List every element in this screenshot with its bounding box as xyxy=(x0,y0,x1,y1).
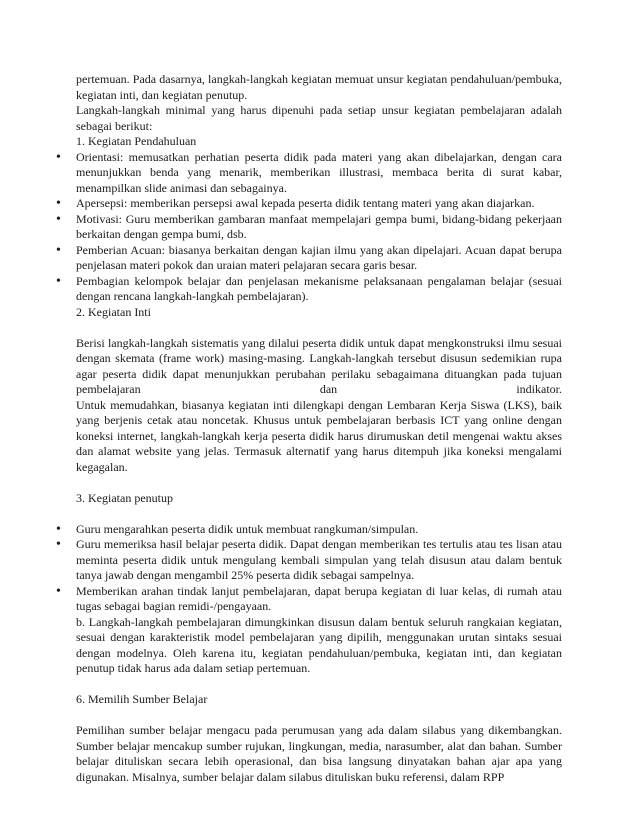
section-heading-inti: 2. Kegiatan Inti xyxy=(76,304,151,319)
section-heading-sumber-belajar: 6. Memilih Sumber Belajar xyxy=(76,692,208,706)
document-body xyxy=(76,72,562,785)
list-item: • Orientasi: memusatkan perhatian peserta didik pada materi yang akan dibelajarkan, dengan cara menunjukkan benda yang menarik, memberikan illustrasi, membaca berita di surat kabar, menampilkan slide animasi dan sebagainya. xyxy=(76,150,562,197)
intro-paragraph: pertemuan. Pada dasarnya, langkah-langkah kegiatan memuat unsur kegiatan pendahuluan/pembuka, kegiatan inti, dan kegiatan penutup. xyxy=(76,72,562,102)
list-item: • Memberikan arahan tindak lanjut pembelajaran, dapat berupa kegiatan di luar kelas, di rumah atau tugas sebagai bagian remidi-/pengayaan. xyxy=(76,584,562,615)
list-item: • Guru memeriksa hasil belajar peserta didik. Dapat dengan memberikan tes tertulis atau tes lisan atau meminta peserta didik untuk mengulang kembali simpulan yang telah disusun atau dalam bentuk tanya jawab dengan mengambil 25% peserta didik sebagai sampelnya. xyxy=(76,537,562,584)
list-item: • Motivasi: Guru memberikan gambaran manfaat mempelajari gempa bumi, bidang-bidang pekerjaan berkaitan dengan gempa bumi, dsb. xyxy=(76,212,562,243)
list-item: • Guru mengarahkan peserta didik untuk membuat rangkuman/simpulan. xyxy=(76,522,562,538)
penutup-paragraph: b. Langkah-langkah pembelajaran dimungkinkan disusun dalam bentuk seluruh rangkaian kegiatan, sesuai dengan karakteristik model pembelajaran yang dipilih, menggunakan urutan sintaks sesuai dengan modelnya. Oleh karena itu, kegiatan pendahuluan/pembuka, kegiatan inti, dan kegiatan penutup tidak harus ada dalam setiap pertemuan. xyxy=(76,614,562,675)
sumber-belajar-paragraph: Pemilihan sumber belajar mengacu pada perumusan yang ada dalam silabus yang dikembangkan. Sumber belajar mencakup sumber rujukan, lingkungan, media, narasumber, alat dan bahan. Sumber belajar dituliskan secara lebih operasional, dan bisa langsung dinyatakan bahan ajar apa yang digunakan. Misalnya, sumber belajar dalam silabus dituliskan buku referensi, dalam RPP xyxy=(76,723,562,784)
intro-paragraph-2: Langkah-langkah minimal yang harus dipenuhi pada setiap unsur kegiatan pembelajaran adalah sebagai berikut: xyxy=(76,103,562,133)
section-heading-penutup: 3. Kegiatan penutup xyxy=(76,490,173,505)
penutup-list xyxy=(76,522,562,615)
inti-paragraph-1: Berisi langkah-langkah sistematis yang dilalui peserta didik untuk dapat mengkonstruksi ilmu sesuai dengan skemata (frame work) masing-masing. Langkah-langkah tersebut disusun sedemikian rupa agar peserta didik dapat menunjukkan perubahan perilaku sebagaimana dituangkan pada tujuan pembelajaran dan indikator. xyxy=(76,335,562,396)
section-heading-pendahuluan: 1. Kegiatan Pendahuluan xyxy=(76,134,197,148)
list-item: • Apersepsi: memberikan persepsi awal kepada peserta didik tentang materi yang akan diajarkan. xyxy=(76,196,562,212)
pendahuluan-list xyxy=(76,150,562,305)
list-item: • Pemberian Acuan: biasanya berkaitan dengan kajian ilmu yang akan dipelajari. Acuan dapat berupa penjelasan materi pokok dan uraian materi pelajaran secara garis besar. xyxy=(76,243,562,274)
inti-paragraph-2: Untuk memudahkan, biasanya kegiatan inti dilengkapi dengan Lembaran Kerja Siswa (LKS), baik yang berjenis cetak atau noncetak. Khusus untuk pembelajaran berbasis ICT yang online dengan koneksi internet, langkah-langkah kerja peserta didik harus dirumuskan detil mengenai waktu akses dan alamat website yang jelas. Termasuk alternatif yang harus ditempuh jika koneksi mengalami kegagalan. xyxy=(76,397,562,474)
list-item: • Pembagian kelompok belajar dan penjelasan mekanisme pelaksanaan pengalaman belajar (sesuai dengan rencana langkah-langkah pembelajaran). xyxy=(76,274,562,305)
